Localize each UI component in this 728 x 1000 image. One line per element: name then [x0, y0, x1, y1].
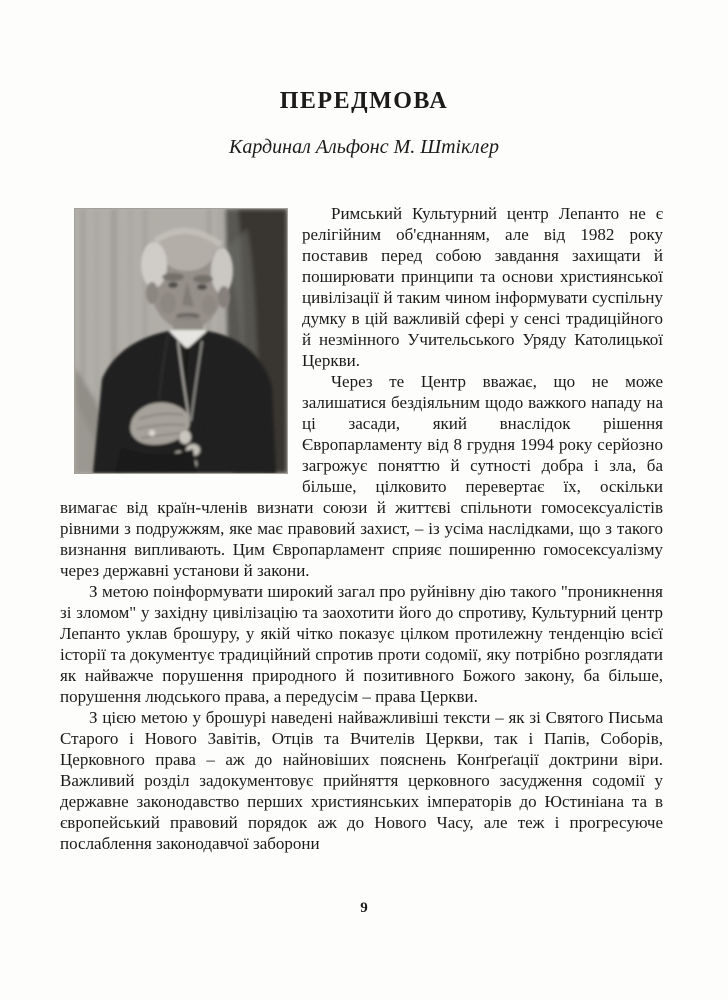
page-title: ПЕРЕДМОВА	[279, 88, 449, 114]
page-number: 9	[360, 900, 368, 916]
paragraph-4: З цією метою у брошурі наведені найважливіші тексти – як зі Святого Письма Старого і Нового Завітів, Отців та Вчителів Церкви, так і Папів, Соборів, Церковного права – аж до найновіших пояснень Конґреґації доктрини віри. Важливий розділ задокументовує прийняття церковного засудження содомії у державне законодавство перших християнських імператорів до Юстиніана та в європейський правовий порядок аж до Нового Часу, але теж і прогресуюче послаблення законодавчої заборони	[60, 708, 663, 853]
paragraph-1: Римський Культурний центр Лепанто не є релігійним об'єднанням, але від 1982 року поставив перед собою завдання захищати й поширювати принципи та основи християнської цивілізації й таким чином інформувати суспільну думку в цій важливій сфері у сенсі традиційного й незмінного Учительського Уряду Католицької Церкви.	[302, 204, 663, 370]
cardinal-portrait-photo	[75, 209, 287, 473]
paragraph-3: З метою поінформувати широкий загал про руйнівну дію такого "проникнення зі зломом" у західну цивілізацію та заохотити його до спротиву, Культурний центр Лепанто уклав брошуру, у якій чітко показує цілком протилежну тенденцію всієї історії та документує традиційний спротив проти содомії, яку потрібно розглядати як найважче порушення природного й позитивного Божого закону, ба більше, порушення людського права, а передусім – права Церкви.	[60, 582, 663, 706]
paragraph-2: Через те Центр вважає, що не може залишатися бездіяльним щодо важкого нападу на ці засади, який внаслідок рішення Європарламенту від 8 грудня 1994 року серйозно загрожує поняттю й сутності добра і зла, ба більше, цілковито перевертає їх, оскільки вимагає від країн-членів визнати союзи й життєві спільноти гомосексуалістів рівними з подружжям, яке має правовий захист, – із усіма наслідками, що з такого визнання випливають. Цим Європарламент сприяє поширенню гомосексуалізму через державні установи й закони.	[60, 372, 663, 580]
cardinal-portrait-image	[75, 209, 287, 473]
body-text	[60, 203, 663, 854]
author-name: Кардинал Альфонс М. Штіклер	[229, 136, 499, 158]
